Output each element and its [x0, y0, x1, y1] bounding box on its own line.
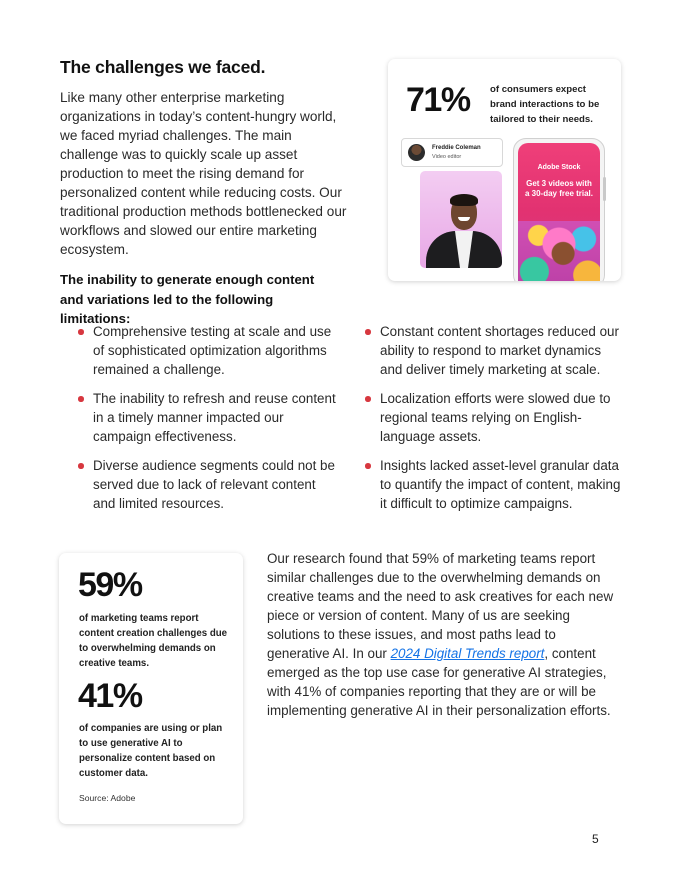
profile-role: Video editor — [432, 153, 462, 160]
digital-trends-report-link[interactable]: 2024 Digital Trends report — [390, 646, 545, 661]
page-number: 5 — [592, 832, 599, 846]
research-stat-card — [59, 553, 243, 824]
bullet-dot-icon — [78, 329, 84, 335]
list-item-text: Insights lacked asset-level granular data to quantify the impact of content, making it difficult to optimize campaigns. — [380, 458, 621, 511]
research-text-start: Our research found that 59% of marketing teams report similar challenges due to the overwhelming demands on creative teams and the need to ask creatives for each new piece or version of content. Many of us are seeking solutions to these issues, and most paths lead to generative AI. In our — [267, 551, 614, 661]
marketing-teams-caption: of marketing teams report content creation challenges due to overwhelming demands on creative teams. — [79, 613, 228, 669]
marketing-teams-stat: 59% — [78, 566, 142, 604]
bullet-dot-icon — [365, 463, 371, 469]
profile-text — [432, 144, 481, 162]
list-item — [78, 389, 340, 446]
consumer-stat-caption: of consumers expect brand interactions to be tailored to their needs. — [490, 84, 600, 125]
portrait-photo — [420, 171, 502, 268]
limitations-subheading: The inability to generate enough content and variations led to the following limitations: — [60, 272, 315, 326]
avatar — [408, 144, 425, 161]
list-item-text: The inability to refresh and reuse content in a timely manner impacted our campaign effectiveness. — [93, 391, 336, 444]
list-item — [78, 322, 340, 379]
bullet-dot-icon — [78, 396, 84, 402]
research-text-end: , content emerged as the top use case for generative AI strategies, with 41% of companies reporting that they are or will be implementing generative AI in their personalization efforts. — [267, 646, 611, 718]
consumer-stat-card — [388, 59, 621, 281]
profile-name: Freddie Coleman — [432, 144, 481, 151]
list-item — [365, 389, 627, 446]
list-item-text: Constant content shortages reduced our ability to respond to market dynamics and deliver timely marketing at scale. — [380, 324, 619, 377]
phone-promo-text: Get 3 videos with a 30-day free trial. — [524, 179, 594, 198]
list-item-text: Diverse audience segments could not be served due to lack of relevant content and limited resources. — [93, 458, 335, 511]
phone-side-button — [603, 177, 606, 201]
list-item — [365, 456, 627, 513]
phone-mockup — [513, 138, 605, 281]
limitations-list-left — [78, 322, 340, 523]
companies-ai-caption: of companies are using or plan to use generative AI to personalize content based on customer data. — [79, 723, 223, 779]
list-item-text: Comprehensive testing at scale and use of sophisticated optimization algorithms remained a challenge. — [93, 324, 332, 377]
research-paragraph — [267, 549, 619, 720]
intro-paragraph: Like many other enterprise marketing organizations in today’s content-hungry world, we faced myriad challenges. The main challenge was to quickly scale up asset production to meet the rising demand for personalized content while reducing costs. Our traditional production methods bottlenecked our workflows and slowed our entire marketing ecosystem. — [60, 90, 347, 257]
stat-source: Source: Adobe — [79, 793, 136, 803]
section-heading: The challenges we faced. — [60, 57, 266, 77]
list-item — [78, 456, 340, 513]
consumer-stat-value: 71% — [406, 81, 470, 119]
phone-brand-label: Adobe Stock — [537, 164, 581, 171]
phone-screen — [518, 143, 600, 281]
portrait-hair — [450, 194, 478, 206]
bullet-dot-icon — [365, 396, 371, 402]
list-item-text: Localization efforts were slowed due to regional teams relying on English-language assets. — [380, 391, 611, 444]
profile-chip — [401, 138, 503, 167]
bullet-dot-icon — [365, 329, 371, 335]
bullet-dot-icon — [78, 463, 84, 469]
companies-ai-stat: 41% — [78, 677, 142, 715]
limitations-list-right — [365, 322, 627, 523]
list-item — [365, 322, 627, 379]
phone-photo — [518, 221, 600, 281]
